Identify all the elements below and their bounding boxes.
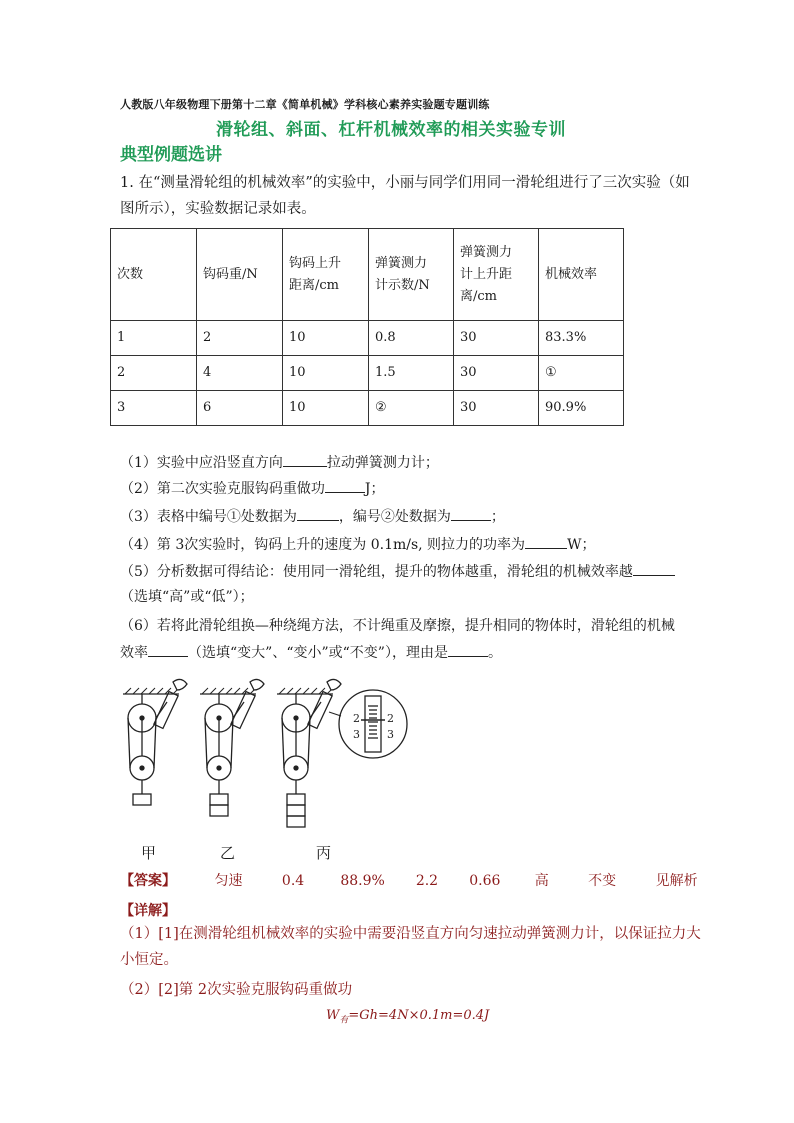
svg-text:3: 3 [353,728,360,741]
answer-blank[interactable] [283,452,327,467]
answer-blank[interactable] [451,506,491,521]
table-header-cell: 弹簧测力 计上升距 离/cm [454,229,539,321]
answer-item: 不变 [588,873,617,889]
svg-text:2: 2 [353,712,360,725]
table-cell: 4 [197,356,283,391]
pulley-figure [115,672,435,862]
explanation-line: （2）[2]第 2次实验克服钩码重做功 [120,982,353,998]
svg-text:3: 3 [387,728,394,741]
subquestion-5-cont: （选填“高”或“低”）； [120,589,254,605]
table-cell: 10 [283,321,369,356]
table-cell: ① [539,356,624,391]
page-title: 滑轮组、斜面、杠杆机械效率的相关实验专训 [216,120,566,140]
subquestion-6-cont: 效率 （选填“变大”、“变小”或“不变”），理由是 。 [120,642,502,664]
answer-item: 0.4 [281,873,305,889]
table-cell: 6 [197,391,283,426]
table-cell: 10 [283,356,369,391]
table-cell: 90.9% [539,391,624,426]
table-row [111,321,624,356]
table-cell: 83.3% [539,321,624,356]
answer-item: 见解析 [655,873,698,889]
table-cell: 30 [454,321,539,356]
table-cell: 2 [197,321,283,356]
table-cell: 1.5 [369,356,454,391]
table-header-row [111,229,624,321]
table-cell: 2 [111,356,197,391]
table-cell: 10 [283,391,369,426]
figure-label-c: 丙 [316,844,332,862]
figure-label-b: 乙 [220,844,236,862]
answer-blank[interactable] [148,642,188,657]
table-header-cell: 钩码重/N [197,229,283,321]
answer-item: 88.9% [340,873,385,889]
detail-label: 【详解】 [120,903,176,919]
pulley-setup-b [205,679,264,816]
explanation-line: （1）[1]在测滑轮组机械效率的实验中需要沿竖直方向匀速拉动弹簧测力计，以保证拉力大 [120,926,701,942]
question-text-line-2: 图所示），实验数据记录如表。 [120,201,316,217]
scale-magnifier [329,690,407,758]
answer-blank[interactable] [633,561,675,576]
figure-label-a: 甲 [141,844,157,862]
section-title: 典型例题选讲 [120,145,222,165]
table-row [111,391,624,426]
table-header-cell: 弹簧测力 计示数/N [369,229,454,321]
table-header-cell: 次数 [111,229,197,321]
answer-item: 0.66 [469,873,501,889]
svg-text:2: 2 [387,712,394,725]
answer-label: 【答案】 [120,873,176,889]
table-cell: 30 [454,391,539,426]
table-row [111,356,624,391]
table-cell: 30 [454,356,539,391]
pulley-setup-a [128,679,187,805]
answer-item: 2.2 [415,873,439,889]
answer-blank[interactable] [525,534,567,549]
pulley-setup-c [282,679,341,827]
explanation-line: 小恒定。 [120,952,178,968]
answer-blank[interactable] [448,642,488,657]
table-cell: 3 [111,391,197,426]
table-cell: ② [369,391,454,426]
answer-row [120,870,698,890]
table-header-cell: 机械效率 [539,229,624,321]
table-header-cell: 钩码上升 距离/cm [283,229,369,321]
table-cell: 1 [111,321,197,356]
ceiling-hatch [123,688,333,694]
subquestion-5: （5）分析数据可得结论：使用同一滑轮组，提升的物体越重，滑轮组的机械效率越 [120,561,675,583]
answer-item: 匀速 [214,873,243,889]
subquestion-1: （1）实验中应沿竖直方向 拉动弹簧测力计； [120,452,439,474]
work-formula: $W_有=Gh=4N\times 0.1m=0.4J$ [326,1008,490,1026]
subquestion-3: （3）表格中编号①处数据为 ，编号②处数据为 ； [120,506,505,528]
answer-blank[interactable] [297,506,339,521]
table-cell: 0.8 [369,321,454,356]
question-text-line-1: 1. 在“测量滑轮组的机械效率”的实验中，小丽与同学们用同一滑轮组进行了三次实验（如 [120,175,690,191]
answer-blank[interactable] [325,478,365,493]
subquestion-2: （2）第二次实验克服钩码重做功 J； [120,478,385,500]
subquestion-4: （4）第 3次实验时，钩码上升的速度为 0.1m/s, 则拉力的功率为 W； [120,534,595,556]
document-header: 人教版八年级物理下册第十二章《简单机械》学科核心素养实验题专题训练 [120,98,490,111]
data-table [110,228,624,426]
subquestion-6: （6）若将此滑轮组换—种绕绳方法，不计绳重及摩擦，提升相同的物体时，滑轮组的机械 [120,618,675,634]
answer-item: 高 [534,873,549,889]
